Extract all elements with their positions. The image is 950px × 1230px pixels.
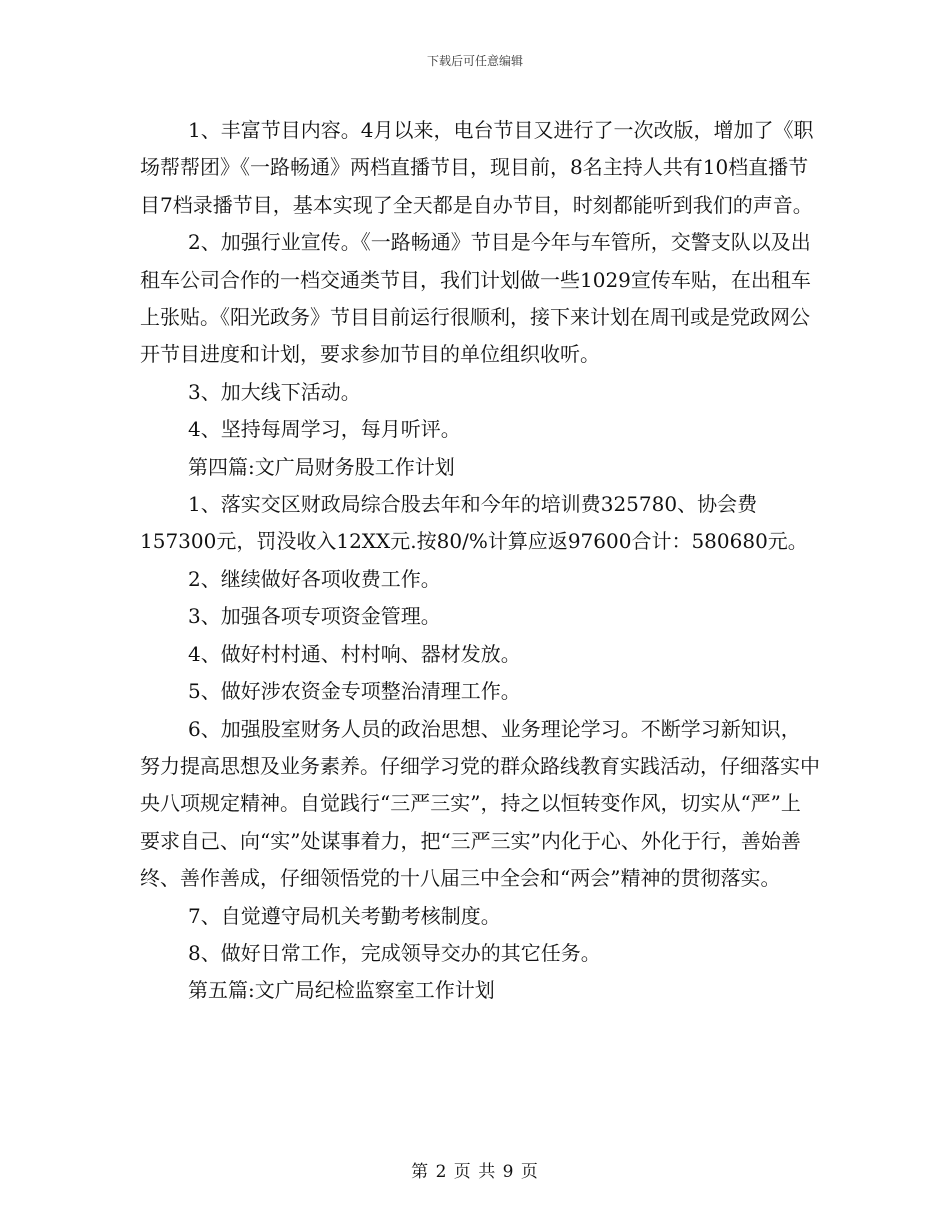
paragraph-1: 1、丰富节目内容。4月以来，电台节目又进行了一次改版，增加了《职场帮帮团》《一路畅通》两档直播节目，现目前，8名主持人共有10档直播节目7档录播节目，基本实现了全天都是自办节目，时刻都能听到我们的声音。 [140, 118, 814, 217]
page-header: 下载后可任意编辑 [426, 54, 523, 68]
paragraph-3: 3、加大线下活动。 [188, 379, 361, 404]
document-body [140, 112, 820, 1010]
section-title-5: 第五篇:文广局纪检监察室工作计划 [188, 978, 495, 1003]
paragraph-7: 3、加强各项专项资金管理。 [188, 604, 441, 629]
page-footer: 第 2 页 共 9 页 [411, 1162, 539, 1182]
paragraph-10: 6、加强股室财务人员的政治思想、业务理论学习。不断学习新知识，努力提高思想及业务素养。仔细学习党的群众路线教育实践活动，仔细落实中央八项规定精神。自觉践行“三严三实”，持之以恒转变作风，切实从“严”上要求自己、向“实”处谋事着力，把“三严三实”内化于心、外化于行，善始善终、善作善成，仔细领悟党的十八届三中全会和“两会”精神的贯彻落实。 [140, 716, 820, 891]
paragraph-4: 4、坚持每周学习，每月听评。 [188, 417, 461, 442]
paragraph-12: 8、做好日常工作，完成领导交办的其它任务。 [188, 940, 601, 965]
paragraph-2: 2、加强行业宣传。《一路畅通》节目是今年与车管所，交警支队以及出租车公司合作的一档交通类节目，我们计划做一些1029宣传车贴，在出租车上张贴。《阳光政务》节目目前运行很顺利，接下来计划在周刊或是党政网公开节目进度和计划，要求参加节目的单位组织收听。 [140, 230, 811, 367]
paragraph-6: 2、继续做好各项收费工作。 [188, 566, 441, 591]
paragraph-5: 1、落实交区财政局综合股去年和今年的培训费325780、协会费157300元，罚没收入12XX元.按80/%计算应返97600合计：580680元。 [140, 492, 808, 554]
paragraph-9: 5、做好涉农资金专项整治清理工作。 [188, 679, 521, 704]
paragraph-11: 7、自觉遵守局机关考勤考核制度。 [188, 903, 501, 928]
paragraph-8: 4、做好村村通、村村响、器材发放。 [188, 641, 521, 666]
section-title-4: 第四篇:文广局财务股工作计划 [188, 454, 455, 479]
